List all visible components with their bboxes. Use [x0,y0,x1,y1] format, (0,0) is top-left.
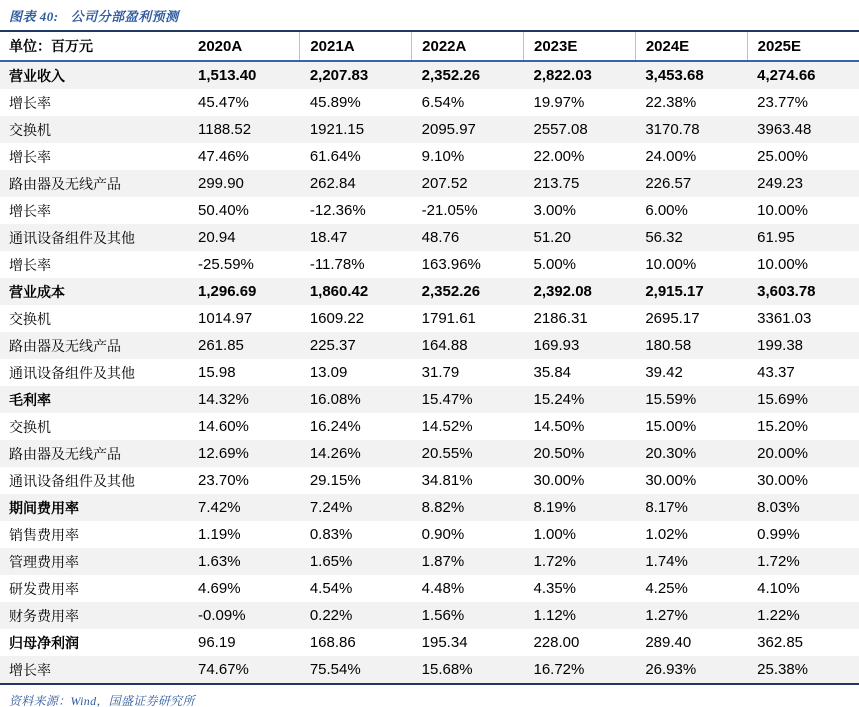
table-row [0,386,859,413]
cell: 0.90% [421,526,465,543]
table-row [0,521,859,548]
cell: 26.93% [645,661,697,678]
cell: 39.42 [645,364,683,381]
cell: 20.94 [198,229,236,246]
cell: 20.55% [421,445,473,462]
cell: 35.84 [533,364,572,381]
row-label: 交换机 [9,420,51,436]
row-label: 通讯设备组件及其他 [9,474,135,490]
cell: 18.47 [309,229,348,246]
source-note: 资料来源：Wind，国盛证券研究所 [9,694,195,707]
column-header-2025E: 2025E [747,31,859,61]
column-header-2022A: 2022A [412,31,524,61]
cell: 8.03% [757,499,800,516]
cell: 16.08% [309,391,361,408]
figure-title [0,0,859,30]
cell: 1.63% [198,553,241,570]
cell: 1,296.69 [198,283,257,300]
cell: 1791.61 [421,310,476,327]
cell: 249.23 [757,175,804,192]
cell: 15.47% [421,391,473,408]
unit-label: 单位：百万元 [0,31,188,61]
cell: 20.50% [533,445,585,462]
cell: 30.00% [645,472,697,489]
row-label: 营业成本 [9,285,65,301]
cell: 1.22% [757,607,800,624]
cell: 226.57 [645,175,692,192]
cell: 6.00% [645,202,688,219]
cell: 75.54% [309,661,361,678]
cell: 2,352.26 [421,283,481,300]
row-label: 增长率 [9,258,51,274]
row-label: 通讯设备组件及其他 [9,231,135,247]
cell: 0.22% [309,607,353,624]
table-row [0,197,859,224]
table-row [0,251,859,278]
cell: 168.86 [309,634,356,651]
cell: 45.89% [309,94,361,111]
row-label: 销售费用率 [9,528,79,544]
column-header-2024E: 2024E [635,31,747,61]
row-label: 毛利率 [9,393,51,409]
cell: 2186.31 [533,310,588,327]
cell: 169.93 [533,337,580,354]
row-label: 期间费用率 [9,501,79,517]
cell: 1.65% [309,553,353,570]
cell: 56.32 [645,229,683,246]
cell: 199.38 [757,337,804,354]
cell: 225.37 [309,337,356,354]
cell: 3.00% [533,202,577,219]
cell: 7.24% [309,499,353,516]
cell: 3170.78 [645,121,700,138]
cell: 1.00% [533,526,577,543]
row-label: 路由器及无线产品 [9,447,121,463]
table-row [0,656,859,684]
table-row [0,143,859,170]
cell: 14.26% [309,445,361,462]
cell: 1188.52 [198,121,252,138]
cell: 23.77% [757,94,809,111]
cell: 228.00 [533,634,580,651]
table-row [0,440,859,467]
cell: 7.42% [198,499,241,516]
cell: 3361.03 [757,310,812,327]
cell: 4.54% [309,580,353,597]
cell: 8.82% [421,499,465,516]
table-row [0,359,859,386]
table-row [0,61,859,89]
cell: 2695.17 [645,310,700,327]
cell: 1014.97 [198,310,253,327]
cell: 14.50% [533,418,585,435]
row-label: 增长率 [9,663,51,679]
row-label: 研发费用率 [9,582,79,598]
cell: 8.19% [533,499,577,516]
cell: 207.52 [421,175,468,192]
cell: 19.97% [533,94,585,111]
cell: 299.90 [198,175,244,192]
cell: 3,603.78 [757,283,816,300]
row-label: 归母净利润 [9,636,79,652]
cell: 14.32% [198,391,249,408]
cell: 4.35% [533,580,577,597]
row-label: 管理费用率 [9,555,79,571]
cell: 22.00% [533,148,585,165]
cell: 24.00% [645,148,697,165]
row-label: 路由器及无线产品 [9,177,121,193]
cell: 47.46% [198,148,249,165]
cell: 50.40% [198,202,249,219]
cell: 4,274.66 [757,67,816,84]
cell: 51.20 [533,229,572,246]
column-header-2021A: 2021A [300,31,412,61]
cell: 5.00% [533,256,577,273]
cell: 43.37 [757,364,795,381]
cell: 1.72% [533,553,577,570]
table-row [0,575,859,602]
cell: 34.81% [421,472,473,489]
row-label: 路由器及无线产品 [9,339,121,355]
cell: 262.84 [309,175,356,192]
cell: -12.36% [309,202,366,219]
cell: 1.27% [645,607,688,624]
cell: 2,207.83 [309,67,369,84]
table-row [0,548,859,575]
table-row [0,332,859,359]
cell: 2095.97 [421,121,476,138]
cell: 45.47% [198,94,249,111]
cell: 20.00% [757,445,809,462]
figure-number-label: 图表 40: [9,9,59,24]
row-label: 增长率 [9,204,51,220]
cell: 1.87% [421,553,465,570]
cell: -11.78% [309,256,365,273]
table-row [0,116,859,143]
cell: 10.00% [757,256,809,273]
cell: 29.15% [309,472,361,489]
table-row [0,602,859,629]
cell: 8.17% [645,499,688,516]
cell: 289.40 [645,634,692,651]
cell: 10.00% [757,202,809,219]
cell: 4.69% [198,580,241,597]
table-row [0,170,859,197]
cell: 15.68% [421,661,473,678]
cell: 362.85 [757,634,804,651]
table-row [0,413,859,440]
cell: 31.79 [421,364,460,381]
cell: 15.59% [645,391,697,408]
cell: 2557.08 [533,121,588,138]
cell: 48.76 [421,229,460,246]
cell: 0.99% [757,526,800,543]
cell: 96.19 [198,634,236,651]
cell: 1.72% [757,553,800,570]
cell: 20.30% [645,445,697,462]
row-label: 交换机 [9,123,51,139]
cell: 3963.48 [757,121,812,138]
cell: 15.98 [198,364,236,381]
column-header-2020A: 2020A [188,31,300,61]
table-row [0,305,859,332]
row-label: 财务费用率 [9,609,79,625]
segment-forecast-table [0,30,859,685]
cell: 16.72% [533,661,585,678]
figure-name: 公司分部盈利预测 [70,9,179,24]
cell: 30.00% [757,472,809,489]
cell: 15.20% [757,418,809,435]
table-row [0,89,859,116]
table-row [0,494,859,521]
table-row [0,224,859,251]
row-label: 增长率 [9,150,51,166]
cell: -25.59% [198,256,254,273]
cell: 61.95 [757,229,795,246]
cell: 15.24% [533,391,585,408]
column-header-2023E: 2023E [523,31,635,61]
cell: 15.00% [645,418,697,435]
cell: 4.25% [645,580,688,597]
cell: 6.54% [421,94,465,111]
cell: 1,860.42 [309,283,369,300]
cell: 2,915.17 [645,283,704,300]
cell: 30.00% [533,472,585,489]
cell: 15.69% [757,391,809,408]
table-row [0,629,859,656]
cell: 13.09 [309,364,348,381]
row-label: 交换机 [9,312,51,328]
cell: 12.69% [198,445,249,462]
cell: 22.38% [645,94,697,111]
table-header-row [0,31,859,61]
cell: 2,352.26 [421,67,481,84]
cell: 23.70% [198,472,249,489]
cell: 74.67% [198,661,249,678]
cell: 213.75 [533,175,580,192]
cell: 0.83% [309,526,353,543]
cell: 164.88 [421,337,468,354]
cell: 25.38% [757,661,809,678]
cell: 1609.22 [309,310,365,327]
cell: 1.56% [421,607,465,624]
row-label: 通讯设备组件及其他 [9,366,135,382]
row-label: 营业收入 [9,69,65,85]
cell: -0.09% [198,607,246,624]
cell: 61.64% [309,148,361,165]
cell: 14.60% [198,418,249,435]
cell: 163.96% [421,256,481,273]
cell: 1.19% [198,526,241,543]
cell: 25.00% [757,148,809,165]
cell: 9.10% [421,148,465,165]
cell: 1921.15 [309,121,365,138]
table-row [0,278,859,305]
cell: 3,453.68 [645,67,704,84]
cell: 261.85 [198,337,244,354]
cell: 2,392.08 [533,283,592,300]
cell: -21.05% [421,202,478,219]
cell: 1.74% [645,553,688,570]
cell: 4.10% [757,580,800,597]
cell: 1,513.40 [198,67,257,84]
cell: 195.34 [421,634,468,651]
table-row [0,467,859,494]
cell: 1.02% [645,526,688,543]
cell: 16.24% [309,418,361,435]
cell: 4.48% [421,580,465,597]
cell: 1.12% [533,607,577,624]
cell: 2,822.03 [533,67,592,84]
cell: 10.00% [645,256,697,273]
cell: 14.52% [421,418,473,435]
row-label: 增长率 [9,96,51,112]
cell: 180.58 [645,337,692,354]
